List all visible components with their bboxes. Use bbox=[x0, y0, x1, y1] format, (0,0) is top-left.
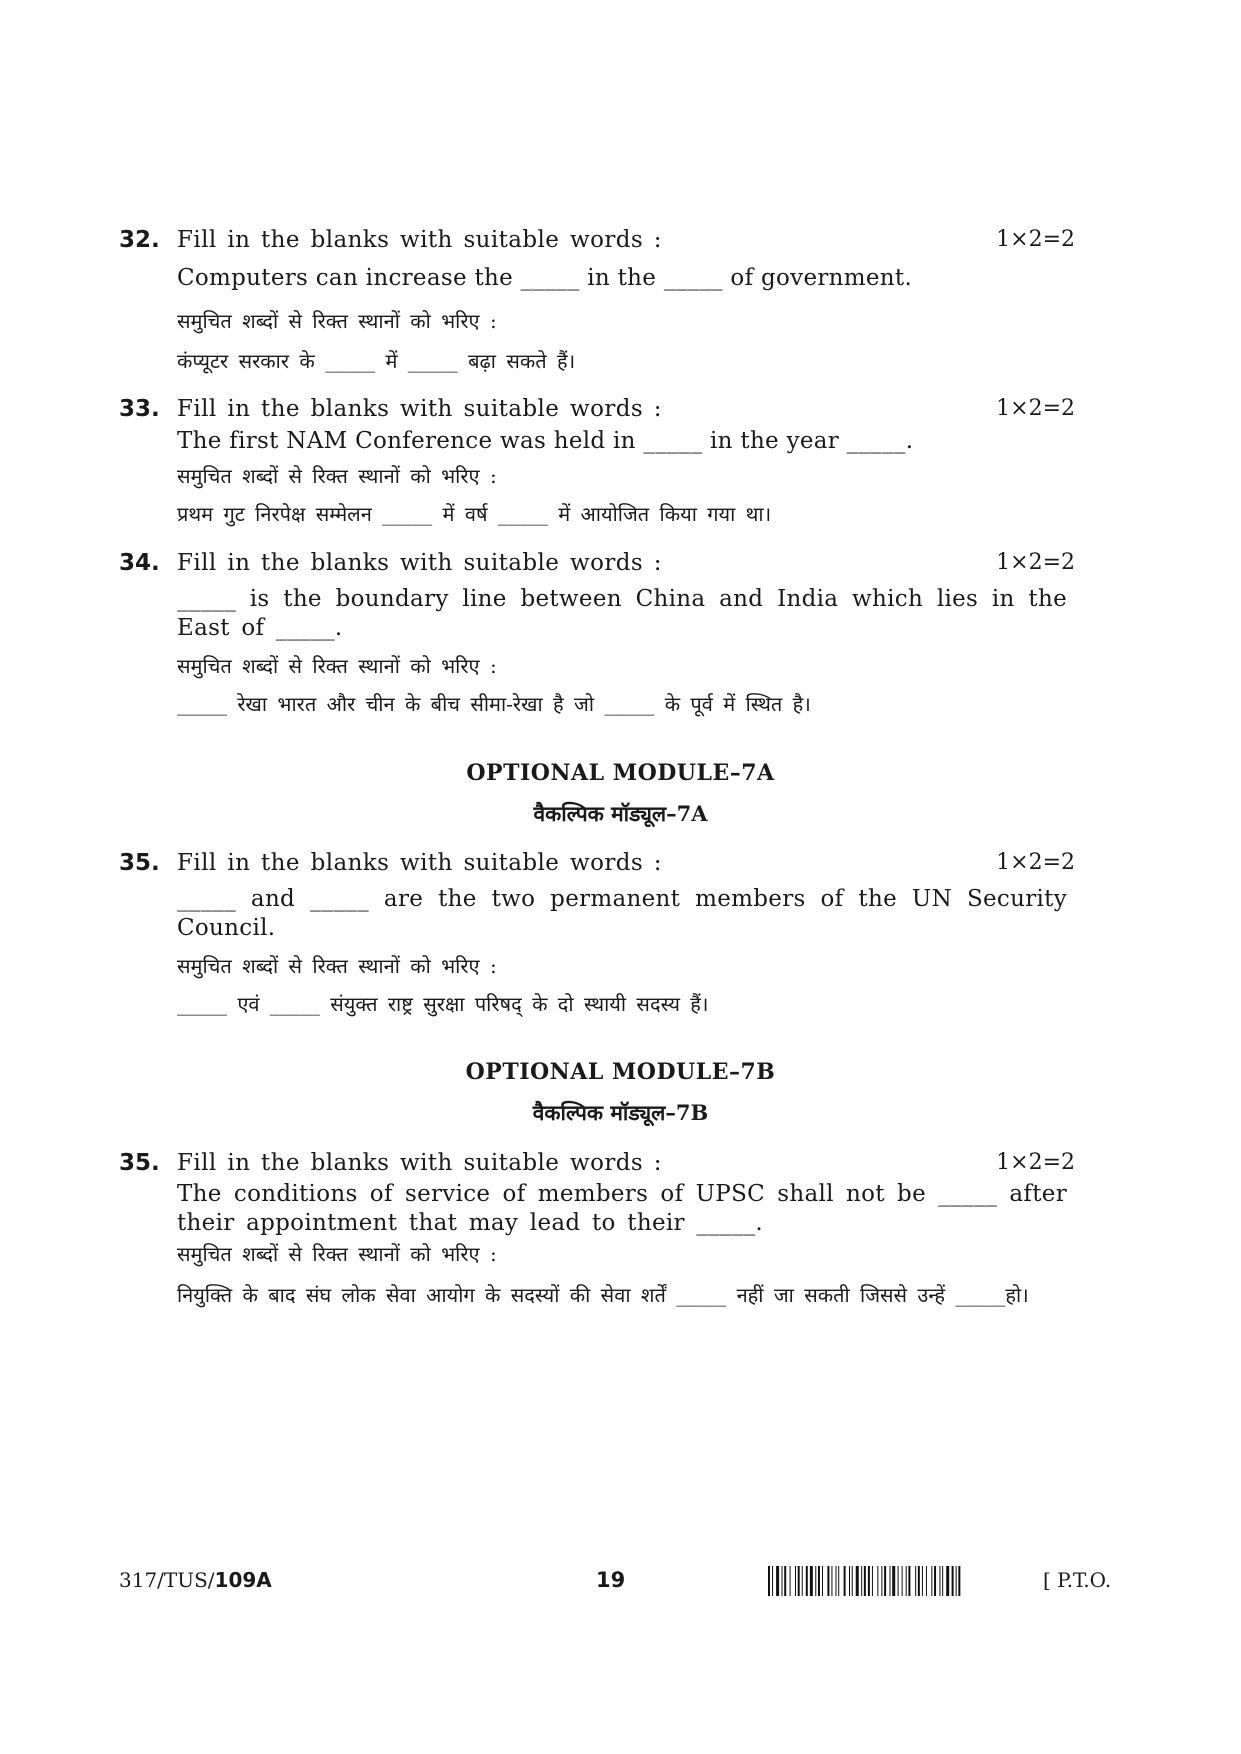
question-instruction: Fill in the blanks with suitable words : bbox=[177, 850, 662, 876]
barcode-bar bbox=[956, 1566, 957, 1596]
question-marks: 1×2=2 bbox=[996, 550, 1075, 575]
question-hindi-instruction: समुचित शब्दों से रिक्त स्थानों को भरिए : bbox=[177, 1242, 497, 1266]
barcode-bar bbox=[922, 1566, 923, 1596]
barcode-bar bbox=[906, 1566, 907, 1596]
barcode-bar bbox=[790, 1566, 791, 1596]
barcode-bar bbox=[872, 1566, 873, 1596]
question-hindi-instruction: समुचित शब्दों से रिक्त स्थानों को भरिए : bbox=[177, 654, 497, 678]
barcode-bar bbox=[852, 1566, 853, 1596]
barcode-bar bbox=[908, 1566, 910, 1596]
barcode-image bbox=[768, 1566, 1030, 1596]
question-number: 35. bbox=[119, 850, 160, 876]
question-hindi-instruction: समुचित शब्दों से रिक्त स्थानों को भरिए : bbox=[177, 954, 497, 978]
question-number: 32. bbox=[119, 227, 160, 253]
barcode-bar bbox=[827, 1566, 829, 1596]
question-english-text: The conditions of service of members of UPSC shall not be _____ after their appointment that may lead to their _____. bbox=[177, 1181, 1067, 1236]
barcode-bar bbox=[815, 1566, 816, 1596]
barcode-bar bbox=[877, 1566, 878, 1596]
barcode-bar bbox=[798, 1566, 800, 1596]
question-number: 35. bbox=[119, 1150, 160, 1176]
barcode-bar bbox=[884, 1566, 886, 1596]
question-marks: 1×2=2 bbox=[996, 850, 1075, 875]
question-35-module-7a bbox=[119, 850, 1075, 1020]
question-marks: 1×2=2 bbox=[996, 1150, 1075, 1175]
question-instruction: Fill in the blanks with suitable words : bbox=[177, 396, 662, 422]
question-hindi-text: _____ एवं _____ संयुक्त राष्ट्र सुरक्षा परिषद् के दो स्थायी सदस्य हैं। bbox=[177, 992, 709, 1016]
question-hindi-instruction: समुचित शब्दों से रिक्त स्थानों को भरिए : bbox=[177, 309, 497, 333]
barcode-bar bbox=[898, 1566, 899, 1596]
barcode-bar bbox=[946, 1566, 949, 1596]
barcode-bar bbox=[861, 1566, 862, 1596]
barcode-bar bbox=[795, 1566, 796, 1596]
barcode-bar bbox=[776, 1566, 779, 1596]
question-english-text: Computers can increase the _____ in the _____ of government. bbox=[177, 265, 913, 291]
question-hindi-text: प्रथम गुट निरपेक्ष सम्मेलन _____ में वर्ष _____ में आयोजित किया गया था। bbox=[177, 502, 772, 526]
question-instruction: Fill in the blanks with suitable words : bbox=[177, 1150, 662, 1176]
barcode-bar bbox=[942, 1566, 943, 1596]
barcode-bar bbox=[864, 1566, 866, 1596]
question-english-text: _____ and _____ are the two permanent members of the UN Security Council. bbox=[177, 886, 1067, 941]
barcode-bar bbox=[892, 1566, 895, 1596]
paper-code-bold: 109A bbox=[214, 1568, 272, 1592]
question-hindi-text: _____ रेखा भारत और चीन के बीच सीमा-रेखा है जो _____ के पूर्व में स्थित है। bbox=[177, 692, 811, 716]
barcode-bar bbox=[918, 1566, 920, 1596]
question-marks: 1×2=2 bbox=[996, 396, 1075, 421]
question-marks: 1×2=2 bbox=[996, 227, 1075, 252]
barcode-bar bbox=[844, 1566, 846, 1596]
barcode-bar bbox=[849, 1566, 850, 1596]
barcode-bar bbox=[806, 1566, 808, 1596]
barcode-bar bbox=[868, 1566, 870, 1596]
question-number: 34. bbox=[119, 550, 160, 576]
question-33 bbox=[119, 396, 1075, 531]
barcode-bar bbox=[926, 1566, 927, 1596]
barcode-bar bbox=[818, 1566, 820, 1596]
page-number: 19 bbox=[596, 1568, 626, 1592]
barcode-bar bbox=[836, 1566, 837, 1596]
question-english-text: _____ is the boundary line between China and India which lies in the East of _____. bbox=[177, 586, 1067, 641]
question-34 bbox=[119, 550, 1075, 720]
barcode-bar bbox=[915, 1566, 916, 1596]
module-7a-title-hindi: वैकल्पिक मॉड्यूल–7A bbox=[533, 801, 708, 826]
barcode-bar bbox=[772, 1566, 773, 1596]
barcode-bar bbox=[952, 1566, 954, 1596]
barcode-bar bbox=[831, 1566, 832, 1596]
barcode-bar bbox=[802, 1566, 803, 1596]
barcode-bar bbox=[838, 1566, 839, 1596]
module-7b-title: OPTIONAL MODULE–7B bbox=[465, 1059, 776, 1085]
barcode-bar bbox=[902, 1566, 903, 1596]
module-7b-title-hindi: वैकल्पिक मॉड्यूल–7B bbox=[532, 1100, 709, 1125]
barcode-bar bbox=[782, 1566, 783, 1596]
question-instruction: Fill in the blanks with suitable words : bbox=[177, 550, 662, 576]
barcode-bar bbox=[881, 1566, 882, 1596]
barcode-bar bbox=[810, 1566, 813, 1596]
barcode-bar bbox=[939, 1566, 940, 1596]
question-hindi-instruction: समुचित शब्दों से रिक्त स्थानों को भरिए : bbox=[177, 464, 497, 488]
module-7a-title: OPTIONAL MODULE–7A bbox=[466, 760, 775, 786]
barcode-bar bbox=[958, 1566, 960, 1596]
question-35-module-7b bbox=[119, 1150, 1075, 1360]
question-hindi-text: नियुक्ति के बाद संघ लोक सेवा आयोग के सदस्यों की सेवा शर्तें _____ नहीं जा सकती जिससे उन्हें _____हो। bbox=[177, 1283, 1029, 1307]
barcode-bar bbox=[856, 1566, 859, 1596]
barcode-bar bbox=[822, 1566, 823, 1596]
paper-code bbox=[119, 1568, 272, 1592]
paper-code-prefix: 317/TUS/ bbox=[119, 1568, 215, 1592]
question-instruction: Fill in the blanks with suitable words : bbox=[177, 227, 662, 253]
barcode-bar bbox=[890, 1566, 891, 1596]
question-number: 33. bbox=[119, 396, 160, 422]
question-hindi-text: कंप्यूटर सरकार के _____ में _____ बढ़ा सकते हैं। bbox=[177, 349, 576, 373]
barcode-bar bbox=[931, 1566, 932, 1596]
barcode-bar bbox=[768, 1566, 770, 1596]
question-english-text: The first NAM Conference was held in _____ in the year _____. bbox=[177, 428, 914, 454]
pto-label: [ P.T.O. bbox=[1043, 1568, 1112, 1592]
barcode-bar bbox=[784, 1566, 786, 1596]
barcode-bar bbox=[934, 1566, 936, 1596]
question-32 bbox=[119, 227, 1075, 377]
